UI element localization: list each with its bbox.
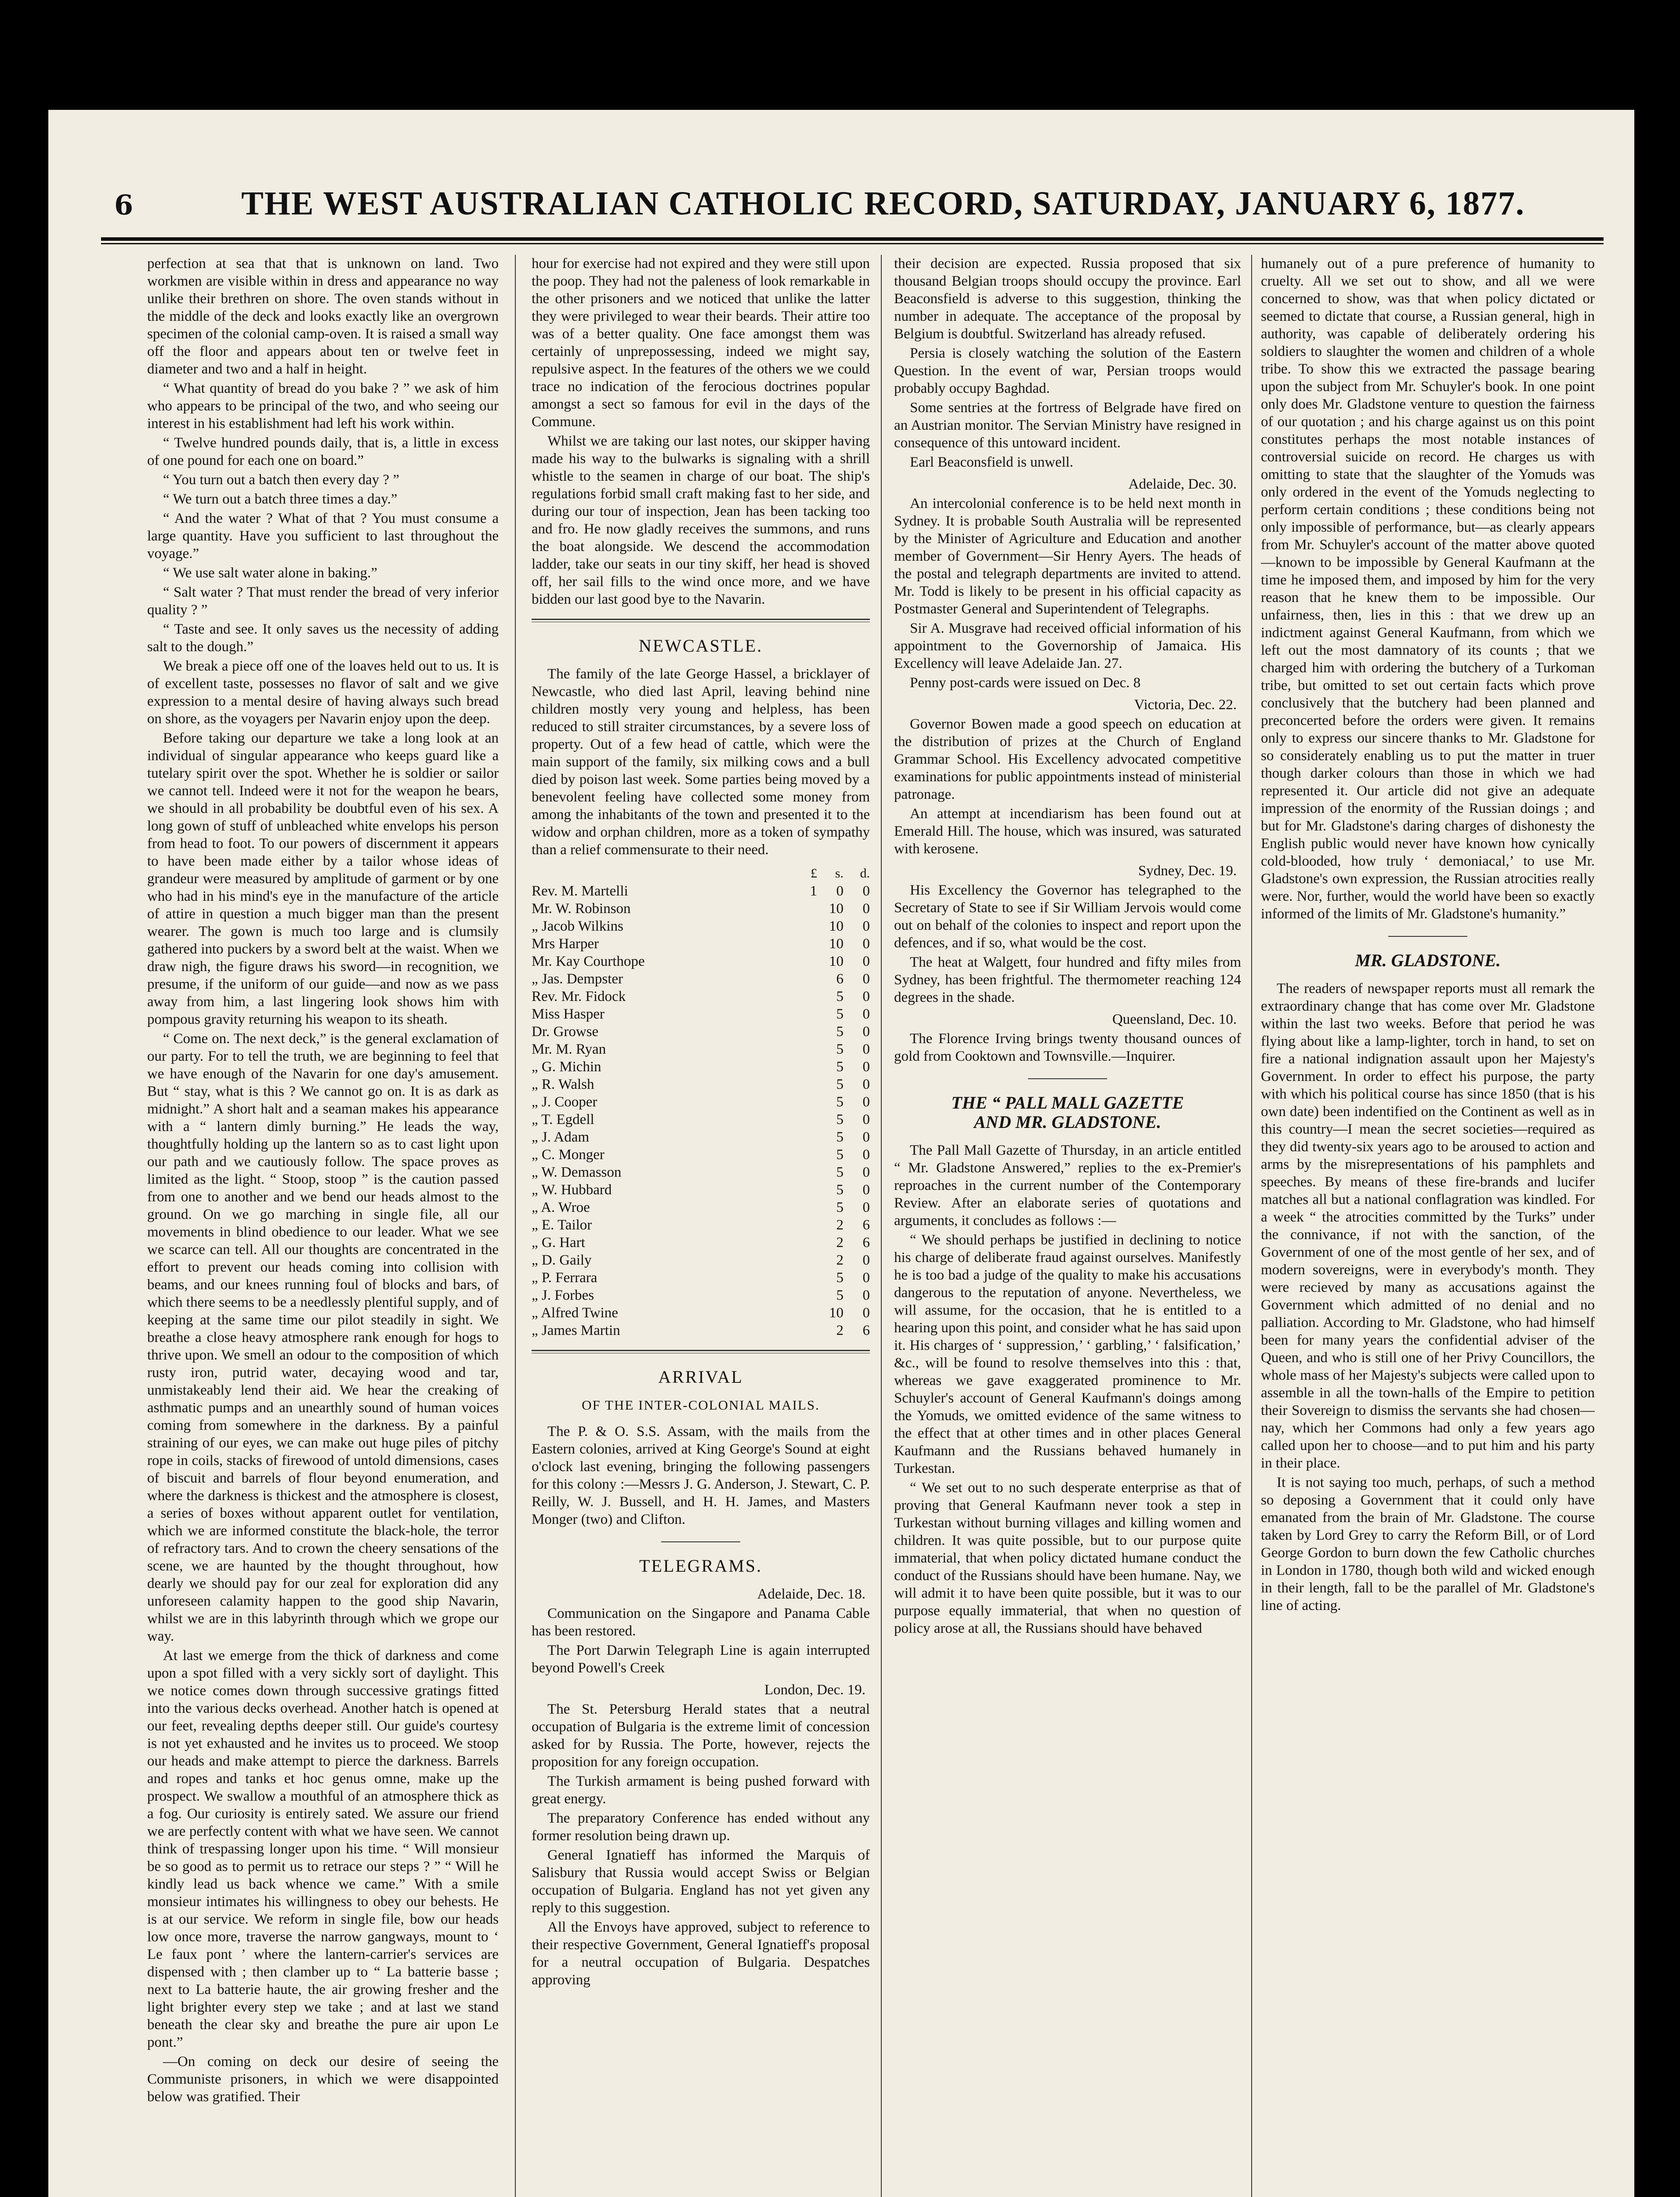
pounds-value	[795, 1076, 817, 1093]
shillings-value: 0	[836, 883, 844, 899]
subscription-header	[532, 865, 870, 882]
pence-value: 0	[862, 1182, 870, 1198]
pence-value: 0	[862, 1129, 870, 1145]
pounds-value	[795, 953, 817, 970]
pence-value: 0	[862, 901, 870, 917]
pounds-value	[795, 1199, 817, 1216]
shillings-header: s.	[835, 866, 844, 881]
shillings-value: 5	[836, 1059, 844, 1075]
subscriber-name: „ J. Forbes	[532, 1287, 594, 1303]
shillings-value: 2	[836, 1323, 844, 1338]
shillings-value: 10	[829, 1305, 844, 1321]
subscriber-name: „ T. Egdell	[532, 1112, 594, 1128]
column-3	[894, 255, 1241, 2197]
pounds-value	[795, 1216, 817, 1234]
article-paragraph: Some sentries at the fortress of Belgrade have fired on an Austrian monitor. The Servian Ministry have resigned in consequence of this untoward incident.	[894, 400, 1241, 451]
subscriber-name: „ Jas. Dempster	[532, 971, 623, 987]
subscription-row	[532, 1093, 870, 1111]
subscription-row	[532, 1199, 870, 1216]
subscription-row	[532, 1304, 870, 1322]
article-paragraph: Sir A. Musgrave had received official information of his appointment to the Governorship of Jamaica. His Excellency will leave Adelaide Jan. 27.	[894, 620, 1241, 671]
subscription-row	[532, 900, 870, 917]
shillings-value: 2	[836, 1252, 844, 1268]
pence-value: 0	[862, 971, 870, 987]
subscription-row	[532, 1269, 870, 1287]
pounds-value	[795, 1146, 817, 1164]
subscriber-name: „ Alfred Twine	[532, 1305, 618, 1321]
subscriber-name: „ J. Adam	[532, 1129, 590, 1145]
subscriber-name: „ D. Gaily	[532, 1252, 592, 1268]
section-rule	[661, 1541, 740, 1542]
article-paragraph: The readers of newspaper reports must all remark the extraordinary change that has come over Mr. Gladstone within the last two weeks. Before that period he was flying about like a lamp-lighter, torch in hand, to set on fire a national indignation assault upon her Majesty's Government. In order to effect his purpose, the party with which his political course has since 1850 (that is his own date) been indentified on the Continent as well as in this country—I mean the secret societies—required as they did twenty-six years ago to be aroused to action and arms by the misrepresentations of his pamphlets and speeches. By means of these fire-brands and lucifer matches all but a national conflagration was kindled. For a week “ the atrocities committed by the Turks” under the connivance, if not with the sanction, of the Government of one of the most gentle of her sex, and of modern sovereigns, were in everybody's month. They were recieved by many as accusations against the Government which admitted of no denial and no palliation. According to Mr. Gladstone, who had himself been for many years the confidential adviser of the Queen, and who is still one of her Privy Councillors, the whole mass of her Majesty's subjects were called upon to assemble in all the town-halls of the Empire to petition their Sovereign to dismiss the servants she had chosen—nay, which her Commons had only a few years ago called upon her to choose—and to put him and his party in their place.	[1261, 981, 1595, 1471]
arrival-heading: ARRIVAL	[658, 1367, 743, 1387]
pounds-value	[795, 1251, 817, 1269]
article-paragraph: The Pall Mall Gazette of Thursday, in an article entitled “ Mr. Gladstone Answered,” replies to the ex-Premier's reproaches in the current number of the Contemporary Review. After an elaborate series of quotations and arguments, it concludes as follows :—	[894, 1142, 1241, 1229]
subscription-row	[532, 1181, 870, 1199]
header-rule-thin	[101, 243, 1604, 244]
subscriber-name: „ E. Tailor	[532, 1217, 592, 1233]
column-divider	[515, 255, 516, 2197]
pounds-value	[795, 1322, 817, 1339]
pence-value: 0	[862, 1252, 870, 1268]
article-paragraph: It is not saying too much, perhaps, of such a method so deposing a Government that it could only have emanated from the brain of Mr. Gladstone. The course taken by Lord Grey to carry the Reform Bill, or of Lord George Gordon to burn down the few Catholic churches in London in 1780, though both wild and wicked enough in their length, fall to be the parallel of Mr. Gladstone's line of acting.	[1261, 1475, 1595, 1613]
subscriber-name: Mrs Harper	[532, 936, 599, 952]
pence-value: 0	[862, 1077, 870, 1092]
column-4	[1261, 255, 1595, 2197]
section-rule	[532, 1350, 870, 1353]
pounds-value	[795, 1005, 817, 1023]
article-paragraph: All the Envoys have approved, subject to reference to their respective Government, General Ignatieff's proposal for a neutral occupation of Bulgaria. Despatches approving	[532, 1919, 870, 1988]
article-paragraph: “ And the water ? What of that ? You must consume a large quantity. Have you sufficient to last throughout the voyage.”	[147, 511, 499, 562]
column-1	[147, 255, 499, 2197]
subscription-row	[532, 1216, 870, 1234]
article-paragraph: humanely out of a pure preference of humanity to cruelty. All we set out to show, and all we were concerned to show, was that when policy dictated or seemed to dictate that course, a Russian general, high in authority, was capable of deliberately ordering his soldiers to slaughter the women and children of a whole tribe. To show this we extracted the passage bearing upon the subject from Mr. Schuyler's book. In one point only does Mr. Gladstone venture to question the fairness of our quotation ; and his charge against us on this point constitutes perhaps the most notable instances of controversial suicide on record. He charges us with omitting to state that the slaughter of the Yomuds was only ordered in the event of the Yomuds neglecting to perform certain conditions ; these conditions being not only impossible of performance, but—as clearly appears from Mr. Schuyler's account of the matter above quoted—known to be impossible by General Kaufmann at the time he imposed them, and imposed by him for the very reason that he knew them to be impossible. Our unfairness, then, lies in this : that we drew up an indictment against General Kaufmann, from which we left out the most damnatory of its counts ; that we charged him with ordering the butchery of a Turkoman tribe, but omitted to set out certain facts which prove conclusively that the butchery had been planned and preconcerted before the orders were given. It remains only to express our sincere thanks to Mr. Gladstone for so considerately enabling us to put the matter in truer though darker colours than those in which we had represented it. Our article did not give an adequate impression of the enormity of the Russian doings ; and but for Mr. Gladstone's daring charges of dishonesty the English public would never have known how cynically cold-blooded, how truly ‘ demoniacal,’ to use Mr. Gladstone's own expression, the Russian atrocities really were. Nor, further, would the world have been so exactly informed of the limits of Mr. Gladstone's humanity.”	[1261, 256, 1595, 922]
shillings-value: 5	[836, 989, 844, 1004]
subscription-row	[532, 1146, 870, 1164]
article-paragraph: Persia is closely watching the solution of the Eastern Question. In the event of war, Persian troops would probably occupy Baghdad.	[894, 345, 1241, 396]
subscription-row	[532, 1058, 870, 1076]
subscription-row	[532, 1234, 870, 1251]
article-paragraph: their decision are expected. Russia proposed that six thousand Belgian troops should occupy the province. Earl Beaconsfield is adverse to this suggestion, thinking the number in adequate. The acceptance of the proposal by Belgium is doubtful. Switzerland has already refused.	[894, 256, 1241, 342]
subscription-row	[532, 1023, 870, 1040]
article-paragraph: The Florence Irving brings twenty thousand ounces of gold from Cooktown and Townsville.—Inquirer.	[894, 1031, 1241, 1064]
article-paragraph: General Ignatieff has informed the Marquis of Salisbury that Russia would accept Swiss or Belgian occupation of Bulgaria. England has not yet given any reply to this suggestion.	[532, 1847, 870, 1916]
article-paragraph: —On coming on deck our desire of seeing the Communiste prisoners, in which we were disappointed below was gratified. Their	[147, 2054, 499, 2105]
subscription-row	[532, 882, 870, 900]
subscriber-name: „ A. Wroe	[532, 1200, 590, 1215]
subscriber-name: „ G. Michin	[532, 1059, 601, 1075]
shillings-value: 2	[836, 1235, 844, 1251]
article-paragraph: The Port Darwin Telegraph Line is again interrupted beyond Powell's Creek	[532, 1642, 870, 1676]
pence-value: 0	[862, 1006, 870, 1022]
article-paragraph: “ We use salt water alone in baking.”	[163, 565, 377, 581]
section-rule	[532, 619, 870, 622]
article-paragraph: “ We set out to no such desperate enterprise as that of proving that General Kaufmann never took a step in Turkestan without burning villages and killing women and children. It was quite possible, but to our purpose quite immaterial, that when policy dictated humane conduct the conduct of the Russians should have been humane. Nay, we will admit it to have been quite possible, but it was to our purpose equally immaterial, that when no question of policy arose at all, the Russians should have behaved	[894, 1480, 1241, 1636]
subscription-row	[532, 1111, 870, 1128]
shillings-value: 5	[836, 1182, 844, 1198]
pounds-header: £	[811, 866, 817, 881]
article-paragraph: Penny post-cards were issued on Dec. 8	[910, 675, 1141, 691]
pounds-value	[795, 917, 817, 935]
subscriber-name: „ W. Hubbard	[532, 1182, 612, 1198]
shillings-value: 5	[836, 1077, 844, 1092]
article-paragraph: “ Come on. The next deck,” is the general exclamation of our party. For to tell the truth, we are beginning to feel that we have enough of the Navarin for one day's amusement. But “ stay, what is this ? We cannot go on. It is as dark as midnight.” A short halt and a seaman makes his appearance with a “ lantern dimly burning.” He leads the way, thoughtfully holding up the lantern so as to cast light upon our path and we cautiously follow. The space proves as limited as the light. “ Stoop, stoop ” is the caution passed from one to another and we bend our heads almost to the ground. On we go marching in single file, all our movements in blind obedience to our leader. What we see we scarce can tell. All our thoughts are concentrated in the effort to prevent our heads coming into collision with beams, and our knees running foul of blocks and bars, of which there seems to be a needlessly plentiful supply, and of keeping at the same time our pilot steadily in sight. We breathe a close heavy atmosphere rank enough for hogs to thrive upon. We smell an odour to the composition of which rusty iron, putrid water, decaying wood and tar, unmistakeably lend their aid. We hear the creaking of asthmatic pumps and an unearthly sound of human voices coming from somewhere in the darkness. By a painful straining of our eyes, we can make out huge piles of pitchy rope in coils, stacks of firewood of untold dimensions, cases of biscuit and barrels of flour beyond enumeration, and where the darkness is thickest and the atmosphere is closest, a series of boxes without apparent outlet for ventilation, which we are informed constitute the black-hole, the terror of refractory tars. And to crown the cheery sensations of the scene, we are haunted by the thought throughout, how dearly we should pay for our zeal for exploration did any unforeseen calamity happen to the good ship Navarin, whilst we are in this labyrinth through which we grope our way.	[147, 1031, 499, 1644]
subscription-row	[532, 1164, 870, 1181]
subscriber-name: „ C. Monger	[532, 1147, 605, 1163]
pence-value: 0	[862, 1200, 870, 1215]
article-paragraph: The Turkish armament is being pushed forward with great energy.	[532, 1773, 870, 1807]
pounds-value	[795, 970, 817, 988]
dateline: Queensland, Dec. 10.	[1112, 1011, 1237, 1027]
dateline: Adelaide, Dec. 30.	[1128, 476, 1237, 492]
article-paragraph: “ You turn out a batch then every day ? ”	[163, 472, 399, 488]
pence-value: 0	[862, 1287, 870, 1303]
article-paragraph: perfection at sea that that is unknown on land. Two workmen are visible within in dress and appearance no way unlike their brethren on shore. The oven stands without in the middle of the deck and looks exactly like an overgrown specimen of the colonial camp-oven. It is raised a small way off the floor and appears about ten or twelve feet in diameter and two and a half in height.	[147, 256, 499, 377]
subscription-row	[532, 1128, 870, 1146]
shillings-value: 5	[836, 1287, 844, 1303]
header-rule	[101, 237, 1604, 241]
article-paragraph: Before taking our departure we take a long look at an individual of singular appearance who keeps guard like a tutelary spirit over the spot. Whether he is soldier or sailor we cannot tell. Indeed were it not for the weapon he bears, we should in all probability be doubtful even of his sex. A long gown of stuff of unbleached white envelops his person from head to foot. To our powers of discernment it appears to have been made either by a tailor whose ideas of grandeur were measured by amplitude of garment or by one who had in his mind's eye in the manufacture of the article of attire in question a much bigger man than the present wearer. The gown is much too large and is clumsily gathered into puckers by a sword belt at the waist. When we draw nigh, the figure draws his sword—in recognition, we presume, if the uniform of our guide—and now as we pass away from him, a last lingering look shows him with pompous gravity returning his weapon to its sheath.	[147, 730, 499, 1027]
pence-value: 0	[862, 1024, 870, 1040]
subscriber-name: „ W. Demasson	[532, 1164, 622, 1180]
subscription-row	[532, 1287, 870, 1304]
pence-value: 0	[862, 1305, 870, 1321]
subscriber-name: Mr. Kay Courthope	[532, 953, 645, 969]
shillings-value: 10	[829, 936, 844, 952]
pounds-value	[795, 1093, 817, 1111]
section-rule	[1028, 1078, 1107, 1079]
subscriber-name: „ James Martin	[532, 1323, 620, 1338]
pall-mall-heading: THE “ PALL MALL GAZETTE	[951, 1093, 1184, 1113]
page-number: 6	[114, 189, 134, 221]
pounds-value	[795, 1164, 817, 1181]
article-paragraph: An attempt at incendiarism has been found out at Emerald Hill. The house, which was insured, was saturated with kerosene.	[894, 806, 1241, 857]
article-paragraph: Communication on the Singapore and Panama Cable has been restored.	[532, 1606, 870, 1639]
pence-value: 0	[862, 918, 870, 934]
pence-value: 0	[862, 1112, 870, 1128]
shillings-value: 5	[836, 1041, 844, 1057]
pence-value: 0	[862, 1059, 870, 1075]
pounds-value	[795, 1234, 817, 1251]
dateline: Adelaide, Dec. 18.	[757, 1586, 865, 1602]
pounds-value: 1	[810, 883, 817, 899]
shillings-value: 5	[836, 1112, 844, 1128]
subscriber-name: „ R. Walsh	[532, 1077, 594, 1092]
newcastle-heading: NEWCASTLE.	[638, 636, 763, 656]
shillings-value: 10	[829, 918, 844, 934]
shillings-value: 5	[836, 1094, 844, 1110]
subscription-row	[532, 935, 870, 953]
article-paragraph: “ Twelve hundred pounds daily, that is, a little in excess of one pound for each one on board.”	[147, 435, 499, 468]
shillings-value: 5	[836, 1147, 844, 1163]
subscriber-name: Rev. M. Martelli	[532, 883, 628, 899]
article-paragraph: Earl Beaconsfield is unwell.	[910, 454, 1074, 470]
article-paragraph: “ We turn out a batch three times a day.”	[163, 491, 398, 507]
navarin-article	[147, 255, 499, 2106]
subscription-row	[532, 1251, 870, 1269]
article-paragraph: At last we emerge from the thick of darkness and come upon a spot filled with a very sickly sort of daylight. This we notice comes down through successive gratings fitted into the various decks overhead. Another hatch is opened at our feet, revealing depths deeper still. Our guide's courtesy is not yet exhausted and he invites us to proceed. We stoop our heads and make attempt to pierce the darkness. Barrels and ropes and tanks et hoc genus omne, make up the prospect. We swallow a mouthful of an atmosphere thick as a fog. Our curiosity is entirely sated. We assure our friend we are perfectly content with what we have seen. We cannot think of trespassing longer upon his time. “ Will monsieur be so good as to permit us to retrace our steps ? ” “ Will he kindly lead us back whence we came.” With a smile monsieur intimates his willingness to obey our behests. He is at our service. We reform in single file, bow our heads low once more, traverse the narrow gangways, mount to ‘ Le faux pont ’ where the lantern-carrier's services are dispensed with ; then clamber up to “ La batterie basse ; next to La batterie haute, the air growing fresher and the light brighter every step we take ; and at last we stand beneath the clear sky and breathe the pure air upon Le pont.”	[147, 1648, 499, 2050]
shillings-value: 10	[829, 901, 844, 917]
subscriber-name: Dr. Growse	[532, 1024, 599, 1040]
pence-value: 0	[862, 989, 870, 1004]
shillings-value: 5	[836, 1006, 844, 1022]
article-paragraph: Governor Bowen made a good speech on education at the distribution of prizes at the Church of England Grammar School. His Excellency advocated competitive examinations for public appointments instead of ministerial patronage.	[894, 716, 1241, 802]
article-paragraph: “ Salt water ? That must render the bread of very inferior quality ? ”	[147, 584, 499, 618]
column-divider	[1251, 255, 1252, 2197]
mr-gladstone-heading: MR. GLADSTONE.	[1355, 950, 1501, 970]
pounds-value	[795, 1269, 817, 1287]
shillings-value: 6	[836, 971, 844, 987]
pence-value: 0	[862, 1041, 870, 1057]
column-divider	[881, 255, 882, 2197]
article-paragraph: Whilst we are taking our last notes, our skipper having made his way to the bulwarks is signaling with a shrill whistle to the seamen in charge of our boat. The ship's regulations forbid small craft making fast to her side, and during our tour of inspection, Jean has been tacking too and fro. He now gladly receives the summons, and runs the boat alongside. We descend the accommodation ladder, take our seats in our tiny skiff, her head is shoved off, her sail fills to the wind once more, and we have bidden our last good bye to the Navarin.	[532, 433, 870, 607]
subscription-list	[532, 865, 870, 1339]
page-header	[48, 185, 1634, 233]
shillings-value: 5	[836, 1129, 844, 1145]
pounds-value	[795, 988, 817, 1005]
subscription-row	[532, 988, 870, 1005]
article-paragraph: The preparatory Conference has ended without any former resolution being drawn up.	[532, 1810, 870, 1844]
article-paragraph: We break a piece off one of the loaves held out to us. It is of excellent taste, possesses no flavor of salt and we give expression to a mental desire of having always such bread on shore, as the voyagers per Navarin enjoy upon the deep.	[147, 658, 499, 727]
subscriber-name: Mr. W. Robinson	[532, 901, 631, 917]
pence-header: d.	[860, 866, 870, 881]
pounds-value	[795, 1128, 817, 1146]
pounds-value	[795, 1304, 817, 1322]
pounds-value	[795, 1181, 817, 1199]
pence-value: 0	[862, 883, 870, 899]
pounds-value	[795, 1040, 817, 1058]
newspaper-page	[48, 110, 1634, 2197]
article-paragraph: The family of the late George Hassel, a bricklayer of Newcastle, who died last April, leaving behind nine children mostly very young and helpless, has been reduced to still straiter circumstances, by a severe loss of property. Out of a few head of cattle, which were the main support of the family, six milking cows and a bull died by poison last week. Some parties being moved by a benevolent feeling have collected some money from among the inhabitants of the town and presented it to the widow and orphan children, more as a token of sympathy than a relief commensurate to their need.	[532, 666, 870, 858]
article-paragraph: “ We should perhaps be justified in declining to notice his charge of deliberate fraud against ourselves. Manifestly he is too bad a judge of the quality to make his accusations dangerous to the reputation of anyone. Nevertheless, we will assume, for the occasion, that he is entitled to a hearing upon this point, and consider what he has said upon it. His charges of ‘ suppression,’ ‘ garbling,’ ‘ falsification,’ &c., will be found to resolve themselves into this : that, whereas we gave exaggerated prominence to Mr. Schuyler's account of General Kaufmann's doings among the Yomuds, we omitted evidence of the same witness to the effect that at other times and in other places General Kaufmann and the Russians behaved humanely in Turkestan.	[894, 1232, 1241, 1476]
dateline: London, Dec. 19.	[764, 1682, 865, 1698]
pence-value: 0	[862, 953, 870, 969]
pence-value: 6	[862, 1323, 870, 1338]
article-paragraph: “ What quantity of bread do you bake ? ” we ask of him who appears to be principal of the two, and who seeing our interest in his establishment had left his work within.	[147, 381, 499, 431]
pence-value: 6	[862, 1217, 870, 1233]
article-paragraph: The heat at Walgett, four hundred and fifty miles from Sydney, has been frightful. The thermometer reaching 124 degrees in the shade.	[894, 954, 1241, 1005]
subscriber-name: „ G. Hart	[532, 1235, 585, 1251]
telegrams-heading: TELEGRAMS.	[639, 1556, 762, 1576]
shillings-value: 2	[836, 1217, 844, 1233]
arrival-subheading: OF THE INTER-COLONIAL MAILS.	[582, 1397, 820, 1413]
article-paragraph: The P. & O. S.S. Assam, with the mails from the Eastern colonies, arrived at King George's Sound at eight o'clock last evening, bringing the following passengers for this colony :—Messrs J. G. Anderson, J. Stewart, C. P. Reilly, W. J. Bussell, and H. H. James, and Masters Monger (two) and Clifton.	[532, 1424, 870, 1527]
subscription-row	[532, 970, 870, 988]
subscriber-name: „ P. Ferrara	[532, 1270, 597, 1286]
pence-value: 0	[862, 1270, 870, 1286]
subscriber-name: „ Jacob Wilkins	[532, 918, 623, 934]
article-paragraph: hour for exercise had not expired and they were still upon the poop. They had not the paleness of look remarkable in the other prisoners and we noticed that unlike the latter they were privileged to wear their beards. Their attire too was of a better quality. One face amongst them was certainly of unprepossessing, indeed we might say, repulsive aspect. In the features of the others we we could trace no indication of the ferocious doctrines popular amongst a sect so famous for evil in the days of the Commune.	[532, 256, 870, 430]
pence-value: 0	[862, 1164, 870, 1180]
column-2	[532, 255, 870, 2197]
subscription-row	[532, 1040, 870, 1058]
subscription-row	[532, 1322, 870, 1339]
pounds-value	[795, 1058, 817, 1076]
article-paragraph: The St. Petersburg Herald states that a neutral occupation of Bulgaria is the extreme limit of concession asked for by Russia. The Porte, however, rejects the proposition for any foreign occupation.	[532, 1701, 870, 1770]
pounds-value	[795, 935, 817, 953]
pence-value: 0	[862, 1147, 870, 1163]
subscription-row	[532, 917, 870, 935]
pence-value: 0	[862, 1094, 870, 1110]
article-paragraph: An intercolonial conference is to be held next month in Sydney. It is probable South Australia will be represented by the Minister of Agriculture and Education and another member of Government—Sir Henry Ayers. The heads of the postal and telegraph departments are invited to attend. Mr. Todd is likely to be present in his official capacity as Postmaster General and Superintendent of Telegraphs.	[894, 496, 1241, 617]
shillings-value: 5	[836, 1270, 844, 1286]
article-paragraph: “ Taste and see. It only saves us the necessity of adding salt to the dough.”	[147, 621, 499, 655]
pounds-value	[795, 1111, 817, 1128]
masthead: THE WEST AUSTRALIAN CATHOLIC RECORD, SATURDAY, JANUARY 6, 1877.	[241, 185, 1525, 222]
shillings-value: 5	[836, 1200, 844, 1215]
shillings-value: 5	[836, 1024, 844, 1040]
pall-mall-heading-line2: AND MR. GLADSTONE.	[974, 1112, 1161, 1132]
subscriber-name: Rev. Mr. Fidock	[532, 989, 626, 1004]
shillings-value: 5	[836, 1164, 844, 1180]
subscription-row	[532, 1076, 870, 1093]
shillings-value: 10	[829, 953, 844, 969]
subscription-row	[532, 1005, 870, 1023]
dateline: Victoria, Dec. 22.	[1134, 697, 1237, 713]
pounds-value	[795, 900, 817, 917]
section-rule	[1388, 936, 1467, 937]
pence-value: 0	[862, 936, 870, 952]
subscriber-name: „ J. Cooper	[532, 1094, 597, 1110]
subscriber-name: Miss Hasper	[532, 1006, 605, 1022]
subscriber-name: Mr. M. Ryan	[532, 1041, 606, 1057]
article-paragraph: His Excellency the Governor has telegraphed to the Secretary of State to see if Sir William Jervois would come out on behalf of the colonies to inspect and report upon the defences, and if so, what would be the cost.	[894, 882, 1241, 951]
dateline: Sydney, Dec. 19.	[1138, 863, 1237, 879]
subscription-row	[532, 953, 870, 970]
pounds-value	[795, 1023, 817, 1040]
pounds-value	[795, 1287, 817, 1304]
pence-value: 6	[862, 1235, 870, 1251]
